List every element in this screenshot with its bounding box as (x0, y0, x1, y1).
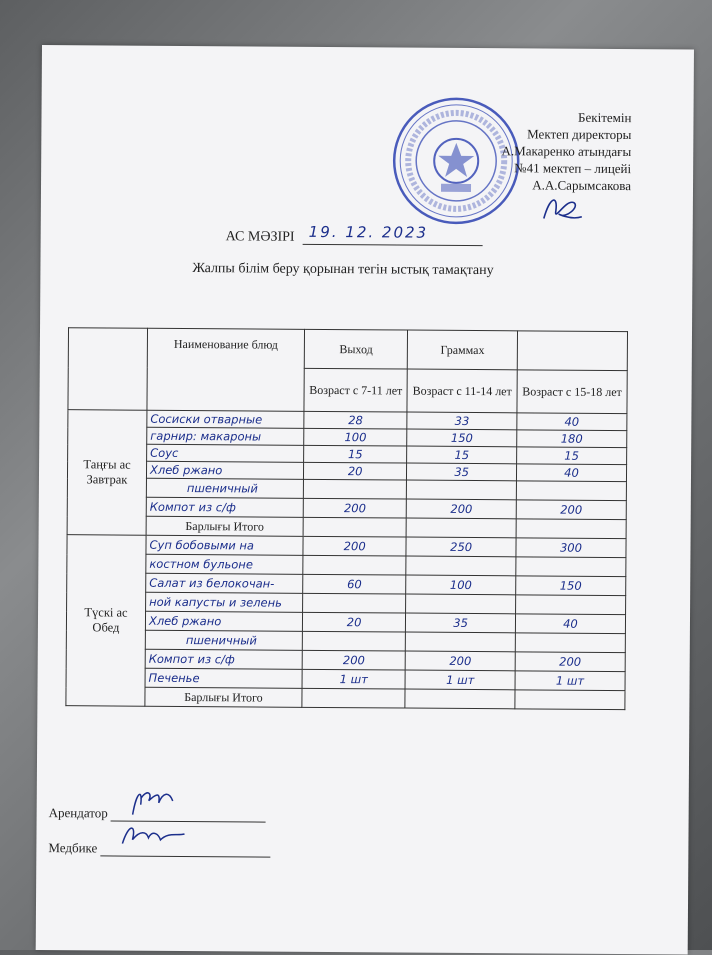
dish-cell: Салат из белокочан- (146, 573, 303, 593)
approval-line: Мектеп директоры (527, 126, 632, 143)
value-cell (406, 632, 516, 652)
value-cell: 150 (516, 576, 626, 596)
value-cell: 28 (304, 411, 407, 429)
value-cell (302, 631, 406, 651)
value-cell (407, 480, 517, 500)
dish-cell: костном бульоне (146, 554, 303, 574)
dish-cell: Суп бобовыми на (146, 535, 303, 555)
menu-subtitle: Жалпы білім беру қорынан тегін ыстық тамақтану (192, 261, 494, 279)
value-cell (303, 555, 407, 575)
value-cell: 200 (302, 650, 406, 670)
value-cell: 1 шт (405, 670, 515, 690)
table-header-row (68, 328, 627, 371)
menu-title: АС МӘЗІРІ (225, 229, 295, 245)
approval-line: №41 мектеп – лицейі (514, 160, 632, 177)
value-cell: 15 (304, 445, 407, 463)
value-cell: 15 (517, 447, 627, 465)
value-cell (515, 690, 625, 710)
value-cell (516, 519, 626, 539)
grams-header: Граммах (408, 330, 518, 370)
dish-cell: Компот из с/ф (145, 649, 302, 669)
value-cell: 20 (302, 612, 406, 632)
value-cell: 300 (516, 538, 626, 558)
value-cell (515, 633, 625, 653)
age-header: Возраст с 11-14 лет (407, 369, 517, 413)
approval-line: А.Макаренко атындағы (501, 143, 632, 160)
tenant-signature-icon (129, 785, 179, 821)
dish-cell: ной капусты и зелень (146, 592, 303, 612)
value-cell (406, 556, 516, 576)
dish-cell: Сосиски отварные (147, 410, 304, 428)
value-cell (406, 594, 516, 614)
breakfast-label: Таңғы ас Завтрак (67, 410, 147, 536)
approval-line: А.А.Сарымсакова (532, 177, 632, 194)
dish-cell: гарнир: макароны (147, 427, 304, 445)
approval-block (501, 108, 631, 194)
nurse-signature-line (48, 840, 270, 858)
total-label: Барлығы Итого (146, 516, 303, 536)
value-cell: 20 (303, 462, 406, 480)
signature-underline (101, 841, 271, 857)
nurse-signature-icon (119, 820, 189, 850)
nurse-label: Медбике (48, 840, 98, 856)
value-cell: 15 (407, 446, 517, 464)
value-cell: 35 (407, 463, 517, 481)
value-cell: 200 (303, 498, 407, 518)
lunch-label: Түскі ас Обед (66, 535, 146, 707)
value-cell: 200 (407, 499, 517, 519)
value-cell: 250 (406, 537, 516, 557)
value-cell: 200 (303, 536, 407, 556)
value-cell (406, 518, 516, 538)
menu-table (65, 327, 628, 710)
document-sheet (36, 45, 694, 955)
value-cell: 40 (515, 614, 625, 634)
dish-cell: Хлеб ржано (145, 611, 302, 631)
value-cell: 60 (303, 574, 407, 594)
age-header: Возраст с 15-18 лет (517, 370, 627, 414)
value-cell (516, 557, 626, 577)
value-cell: 1 шт (302, 669, 406, 689)
output-header: Выход (304, 329, 408, 369)
value-cell (515, 595, 625, 615)
value-cell (516, 481, 626, 501)
value-cell (302, 688, 406, 708)
value-cell: 180 (517, 430, 627, 448)
value-cell (303, 593, 407, 613)
dish-cell: пшеничный (145, 630, 302, 650)
total-label: Барлығы Итого (145, 687, 302, 707)
value-cell: 150 (407, 429, 517, 447)
value-cell: 1 шт (515, 671, 625, 691)
value-cell: 100 (304, 428, 407, 446)
value-cell (303, 517, 407, 537)
value-cell (405, 689, 515, 709)
dish-cell: Печенье (145, 668, 302, 688)
value-cell: 200 (406, 651, 516, 671)
dish-cell: Компот из с/ф (146, 497, 303, 517)
value-cell: 200 (515, 652, 625, 672)
tenant-label: Арендатор (48, 805, 108, 821)
approval-line: Бекітемін (578, 109, 632, 126)
value-cell: 40 (517, 413, 627, 431)
director-signature-icon (536, 188, 586, 228)
value-cell: 200 (516, 500, 626, 520)
value-cell: 40 (516, 464, 626, 482)
dish-cell: Хлеб ржано (146, 461, 303, 479)
total-row (66, 687, 625, 710)
value-cell: 35 (406, 613, 516, 633)
value-cell: 100 (406, 575, 516, 595)
empty-header (517, 331, 627, 371)
value-cell (303, 479, 407, 499)
age-header: Возраст с 7-11 лет (304, 368, 408, 412)
menu-date: 19. 12. 2023 (308, 222, 429, 242)
meal-header-cell (68, 328, 148, 411)
value-cell: 33 (407, 412, 517, 430)
dish-cell: Соус (147, 444, 304, 462)
dish-header: Наименование блюд (147, 328, 305, 411)
dish-cell: пшеничный (146, 478, 303, 498)
